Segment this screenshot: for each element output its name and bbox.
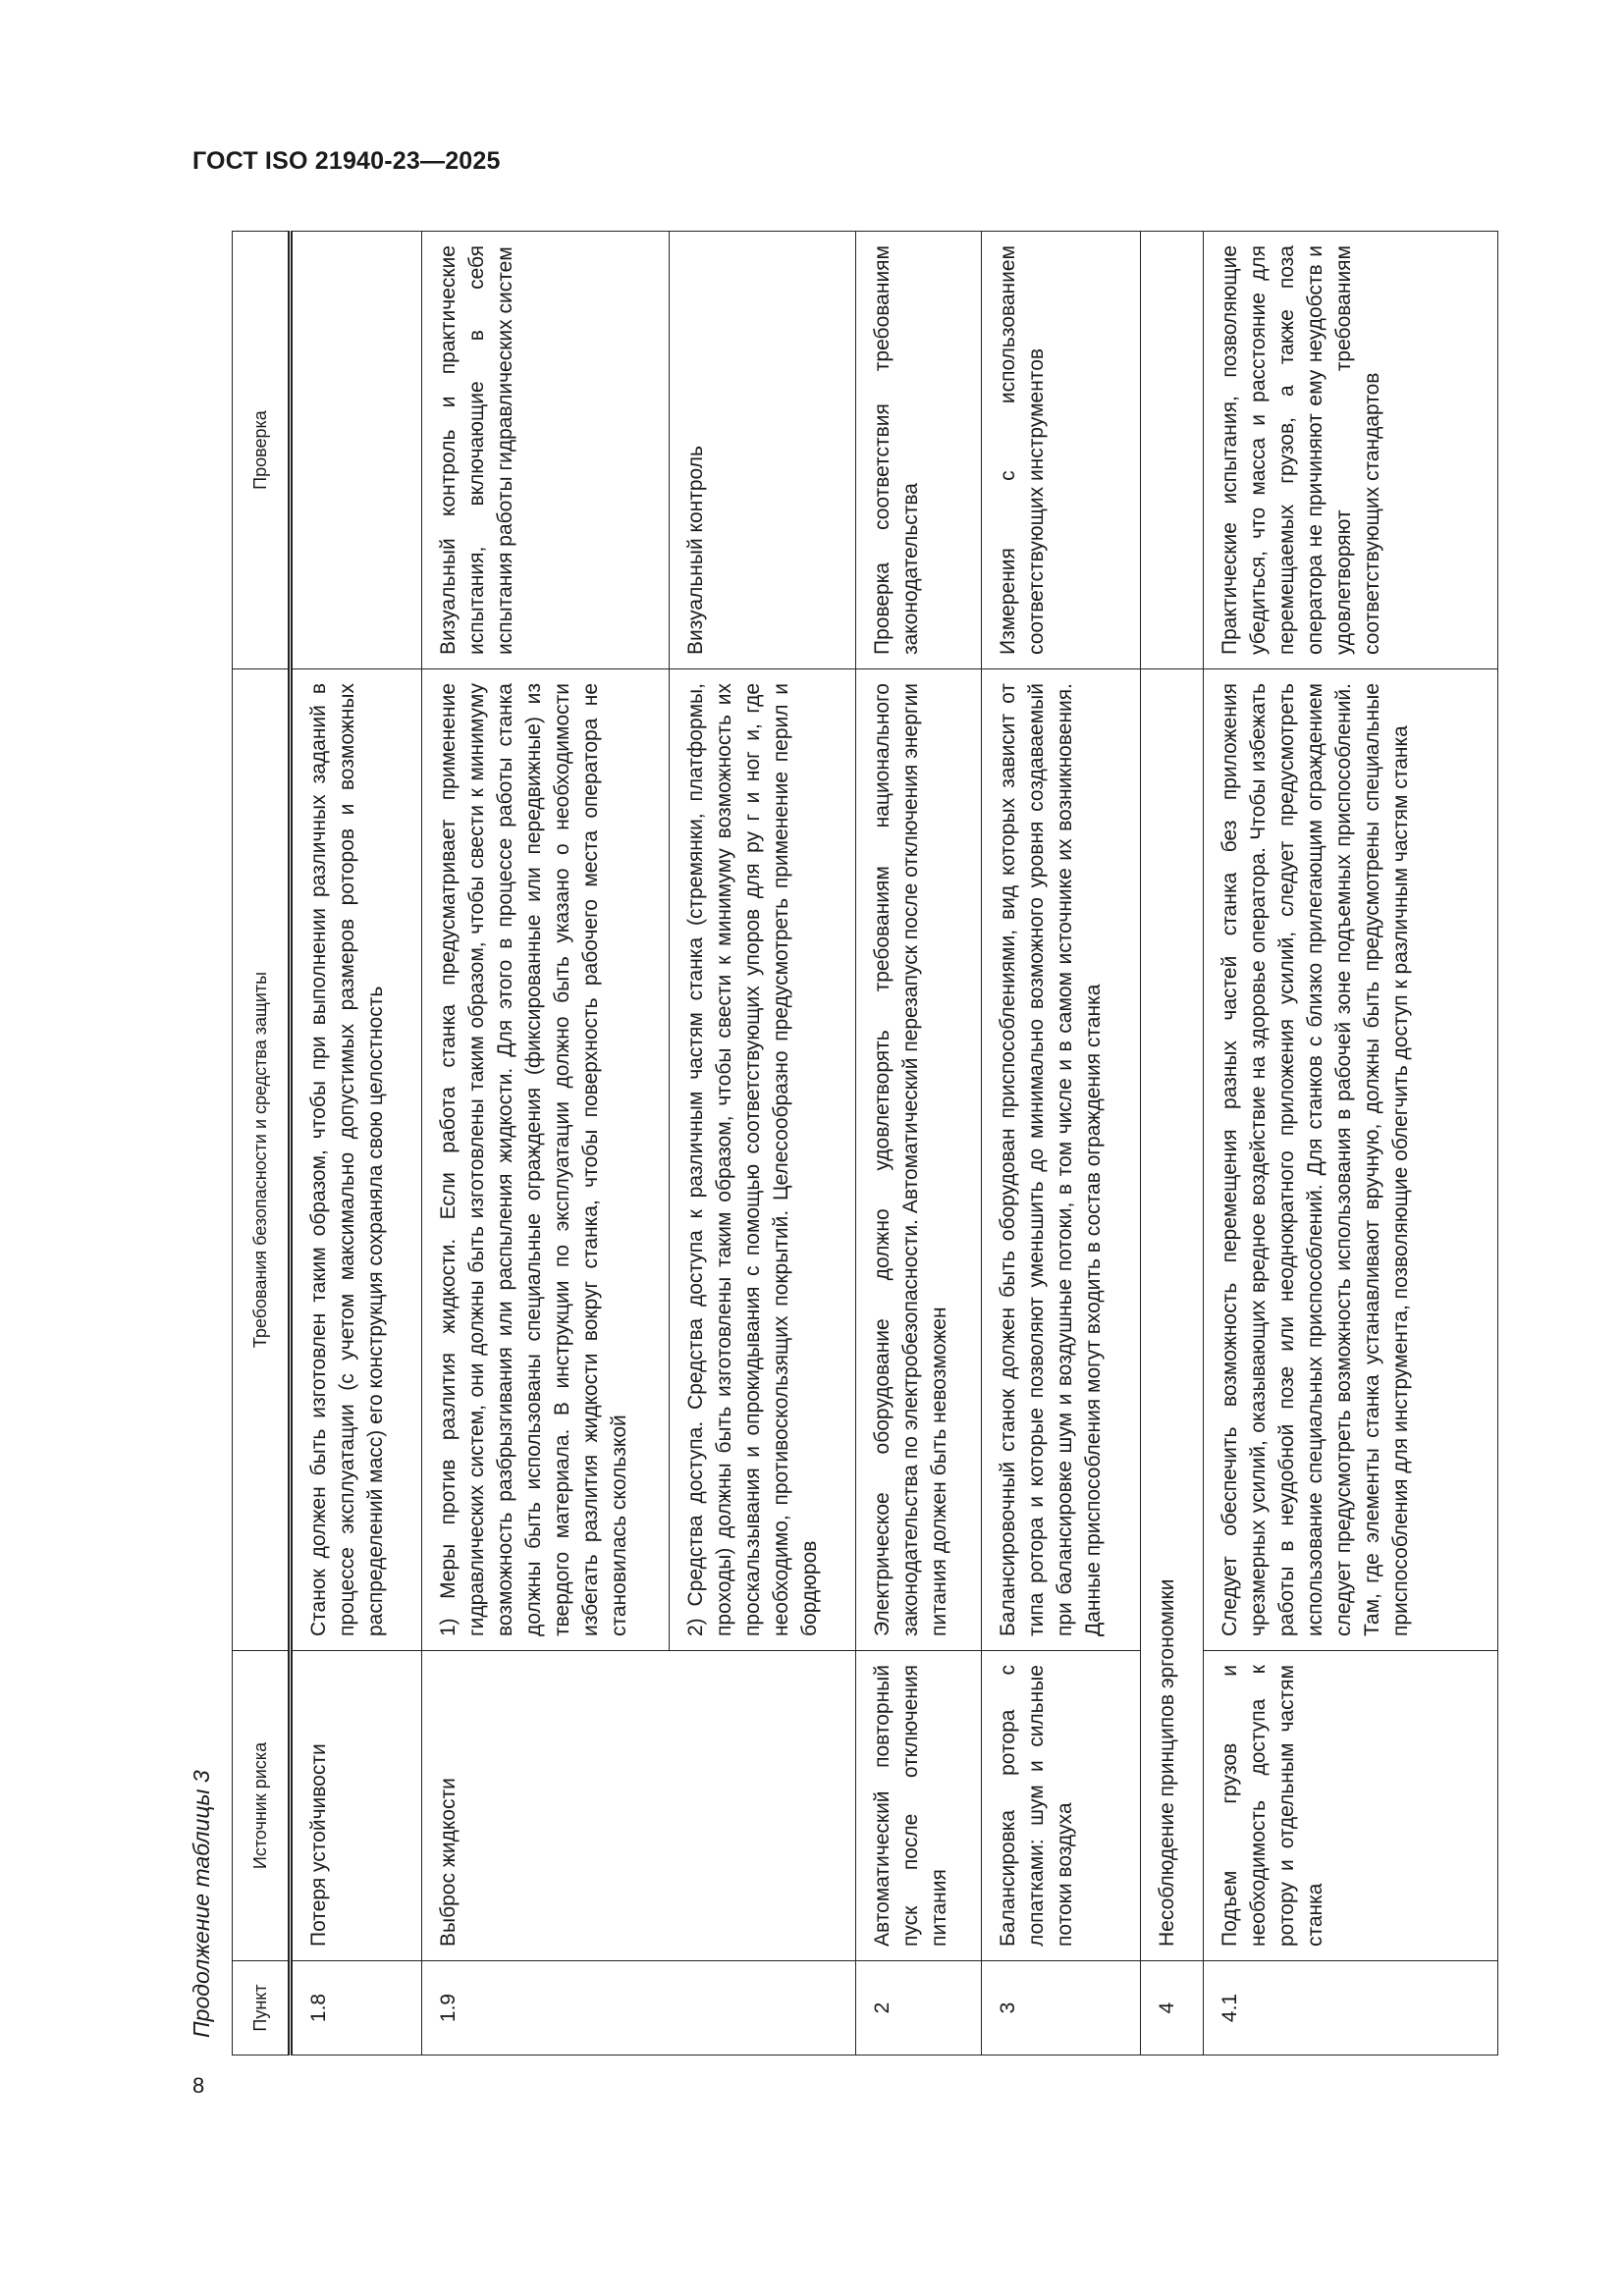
row-number: 1.8 bbox=[291, 1961, 422, 2056]
risk-source: Балансировка ротора с лопатками: шум и сильные потоки воздуха bbox=[982, 1651, 1141, 1961]
risk-source: Автоматический повторный пуск после отключения питания bbox=[856, 1651, 982, 1961]
row-number: 1.9 bbox=[422, 1961, 856, 2056]
verification: Проверка соответствия требованиям законодательства bbox=[856, 232, 982, 669]
safety-requirement: Электрическое оборудование должно удовлетворять требованиям национального законодательства по электробезопасности. Автоматический перезапуск после отключения энергии питания должен быть невозможен bbox=[856, 669, 982, 1651]
table-header-row bbox=[233, 232, 291, 2056]
row-number: 2 bbox=[856, 1961, 982, 2056]
table-continuation-label: Продолжение таблицы 3 bbox=[189, 1770, 214, 2038]
rotated-table-container bbox=[232, 232, 1498, 2056]
verification bbox=[291, 232, 422, 669]
table-row bbox=[291, 232, 422, 2056]
risk-source: Выброс жидкости bbox=[422, 1651, 856, 1961]
verification: Визуальный контроль bbox=[670, 232, 856, 669]
verification bbox=[1141, 232, 1204, 669]
col-header-check: Проверка bbox=[233, 232, 291, 669]
table-row bbox=[856, 232, 982, 2056]
safety-requirement: Балансировочный станок должен быть оборудован приспособлениями, вид которых зависит от типа ротора и которые позволяют уменьшить до минимально возможного уровня создаваемый при балансировке шум и воздушные потоки, в том числе и в самом источнике их возникновения. Данные приспособления могут входить в состав ограждения станка bbox=[982, 669, 1141, 1651]
col-header-item: Пункт bbox=[233, 1961, 291, 2056]
table-row bbox=[982, 232, 1141, 2056]
verification: Практические испытания, позволяющие убедиться, что масса и расстояние для перемещаемых грузов, а также поза оператора не причиняют ему неудобств и удовлетворяют требованиям соответствующих стандартов bbox=[1204, 232, 1498, 669]
safety-requirement: Станок должен быть изготовлен таким образом, чтобы при выполнении различных заданий в процессе эксплуатации (с учетом максимально допустимых размеров роторов и возможных распределений масс) его конструкция сохраняла свою целостность bbox=[291, 669, 422, 1651]
col-header-source: Источник риска bbox=[233, 1651, 291, 1961]
col-header-requirements: Требования безопасности и средства защиты bbox=[233, 669, 291, 1651]
verification: Визуальный контроль и практические испытания, включающие в себя испытания работы гидравлических систем bbox=[422, 232, 670, 669]
row-number: 4.1 bbox=[1204, 1961, 1498, 2056]
risk-table bbox=[232, 231, 1498, 2056]
document-id: ГОСТ ISO 21940-23—2025 bbox=[192, 147, 501, 175]
verification: Измерения с использованием соответствующих инструментов bbox=[982, 232, 1141, 669]
risk-source: Потеря устойчивости bbox=[291, 1651, 422, 1961]
row-number: 3 bbox=[982, 1961, 1141, 2056]
page-number: 8 bbox=[192, 2073, 205, 2098]
table-row bbox=[1204, 232, 1498, 2056]
table-row bbox=[422, 232, 670, 2056]
safety-requirement: Следует обеспечить возможность перемещения разных частей станка без приложения чрезмерных усилий, оказывающих вредное воздействие на здоровье оператора. Чтобы избежать работы в неудобной позе или неоднократного приложения усилий, следует предусмотреть использование специальных приспособлений. Для станков с близко прилегающим ограждением следует предусмотреть возможность использования в рабочей зоне подъемных приспособлений. Там, где элементы станка устанавливают вручную, должны быть предусмотрены специальные приспособления для инструмента, позволяющие облегчить доступ к различным частям станка bbox=[1204, 669, 1498, 1651]
safety-requirement: 1) Меры против разлития жидкости. Если работа станка предусматривает применение гидравлических систем, они должны быть изготовлены таким образом, чтобы свести к минимуму возможность разбрызгивания или распыления жидкости. Для этого в процессе работы станка должны быть использованы специальные ограждения (фиксированные или передвижные) из твердого материала. В инструкции по эксплуатации должно быть указано о необходимости избегать разлития жидкости вокруг станка, чтобы поверхность рабочего места оператора не становилась скользкой bbox=[422, 669, 670, 1651]
table-row bbox=[1141, 232, 1204, 2056]
group-title: Несоблюдение принципов эргономики bbox=[1141, 669, 1204, 1961]
row-number: 4 bbox=[1141, 1961, 1204, 2056]
safety-requirement: 2) Средства доступа. Средства доступа к различным частям станка (стремянки, платформы, проходы) должны быть изготовлены таким образом, чтобы свести к минимуму возможность их проскальзывания и опрокидывания с помощью соответствующих упоров для ру г и ног и, где необходимо, противоскользящих покрытий. Целесообразно предусмотреть применение перил и бордюров bbox=[670, 669, 856, 1651]
risk-source: Подъем грузов и необходимость доступа к ротору и отдельным частям станка bbox=[1204, 1651, 1498, 1961]
